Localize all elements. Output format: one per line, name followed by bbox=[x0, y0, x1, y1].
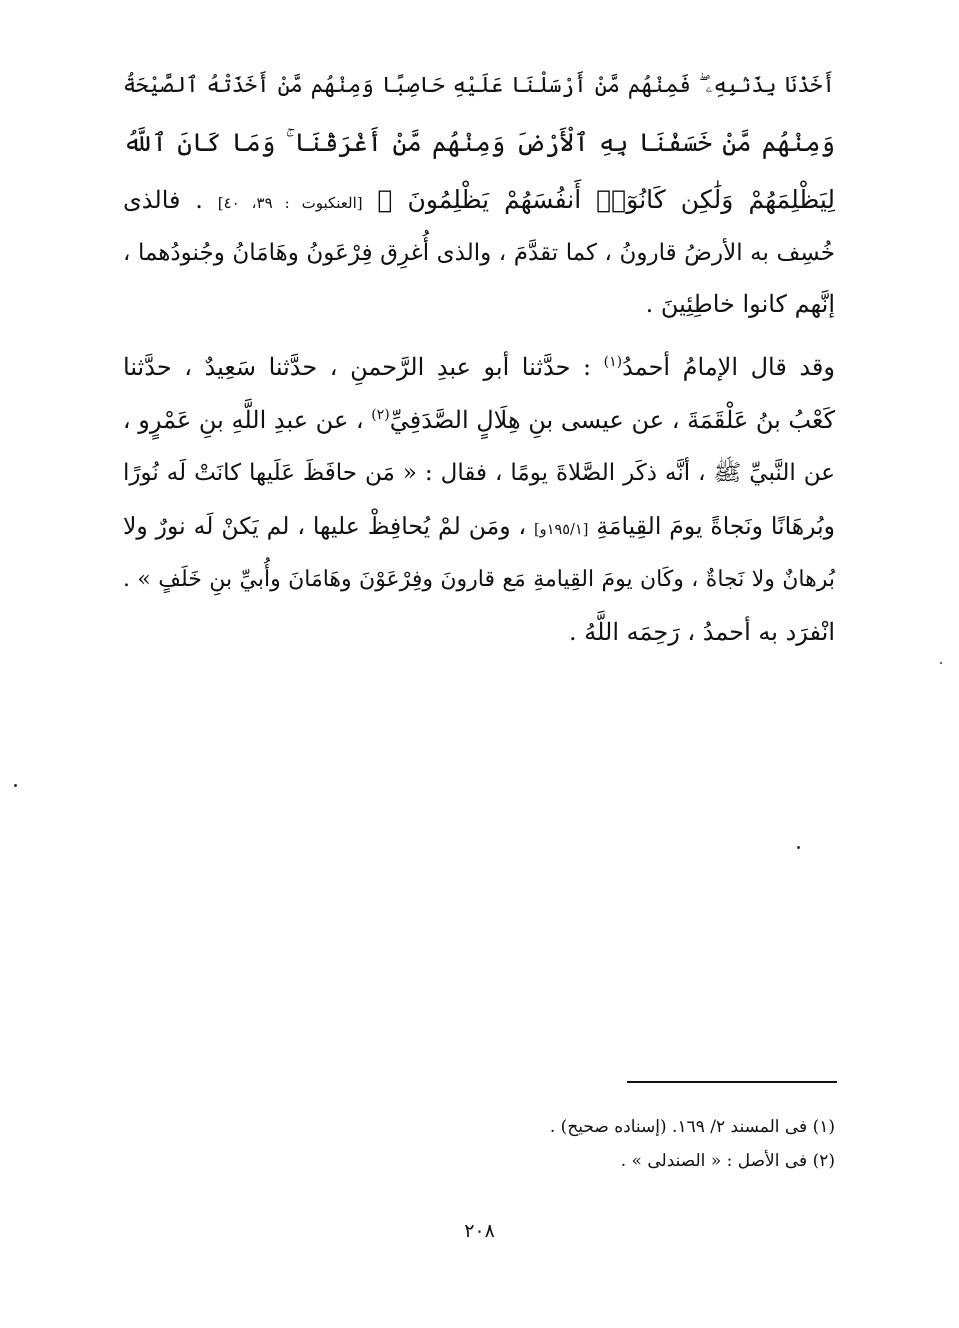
scan-speck bbox=[797, 846, 800, 849]
commentary-start: . فالذى bbox=[123, 186, 203, 214]
isnad-part-3: ، عن عبدِ اللَّهِ بنِ عَمْرٍو ، bbox=[122, 406, 372, 434]
hadith-line-1 bbox=[123, 340, 835, 394]
footnote-marker-2: (٢) bbox=[371, 407, 390, 423]
surah-reference: [العنكبوت : ٣٩، ٤٠] bbox=[217, 194, 363, 212]
isnad-part-1: : حدَّثنا أبو عبدِ الرَّحمنِ ، حدَّثنا سَعِيدٌ ، حدَّثنا bbox=[123, 353, 604, 381]
hadith-line-6: انْفرَد به أحمدُ ، رَحِمَه اللَّهُ . bbox=[568, 618, 835, 646]
hadith-text-part-1: وبُرهَانًا ونَجاةً يومَ القِيامَةِ bbox=[588, 512, 835, 540]
verse-line-1: أَخَذْنَا بِذَنۢبِهِۦ ۖ فَمِنْهُم مَّنْ أَرْسَلْنَا عَلَيْهِ حَاصِبًا وَمِنْهُم مَّنْ أَخَذَتْهُ ٱلصَّيْحَةُ bbox=[123, 73, 835, 98]
hadith-line-5: بُرهانٌ ولا نَجاةٌ ، وكَان يومَ القِيامةِ مَع قارونَ وفِرْعَوْنَ وهَامَانَ وأُبيِّ بنِ خَلَفٍ » . bbox=[123, 567, 835, 592]
footnote-2: (٢) فى الأصل : « الصندلى » . bbox=[620, 1151, 835, 1171]
hadith-text-part-2: ، ومَن لمْ يُحافِظْ عليها ، لم يَكنْ لَه نورٌ ولا bbox=[123, 512, 535, 540]
footnote-1: (١) فى المسند ٢/ ١٦٩. (إسناده صحيح) . bbox=[549, 1117, 835, 1137]
verse-line-3 bbox=[123, 173, 835, 227]
manuscript-folio-reference: [١٩٥/١و] bbox=[534, 522, 589, 538]
hadith-line-4 bbox=[123, 499, 835, 553]
footnote-marker-1: (١) bbox=[603, 354, 623, 370]
hadith-line-3: عن النَّبيِّ ﷺ ، أنَّه ذكَر الصَّلاةَ يومًا ، فقال : « مَن حافَظَ عَلَيها كانَتْ لَه نُورًا bbox=[123, 460, 835, 486]
footnote-separator bbox=[627, 1081, 837, 1083]
page-number: ٢٠٨ bbox=[464, 1220, 495, 1242]
commentary-line-2: إنَّهم كانوا خاطِئِينَ . bbox=[645, 290, 835, 318]
verse-ending: لِيَظْلِمَهُمْ وَلَٰكِن كَانُوٓا۟ أَنفُسَهُمْ يَظْلِمُونَ ﴾ bbox=[377, 185, 836, 214]
verse-line-2: وَمِنْهُم مَّنْ خَسَفْنَا بِهِ ٱلْأَرْضَ وَمِنْهُم مَّنْ أَغْرَقْنَا ۚ وَمَا كَانَ ٱللَّهُ bbox=[123, 128, 835, 157]
commentary-line-1: خُسِف به الأرضُ قارونُ ، كما تقدَّمَ ، والذى أُغرِق فِرْعَونُ وهَامَانُ وجُنودُهما ، bbox=[123, 240, 835, 266]
scan-speck bbox=[14, 784, 17, 787]
hadith-line-2 bbox=[123, 393, 835, 447]
isnad-part-2: كَعْبُ بنُ عَلْقَمَةَ ، عن عيسى بنِ هِلَالٍ الصَّدَفِيِّ bbox=[389, 406, 835, 434]
scan-speck bbox=[940, 662, 942, 664]
hadith-intro: وقد قال الإمامُ أحمدُ bbox=[622, 353, 835, 381]
